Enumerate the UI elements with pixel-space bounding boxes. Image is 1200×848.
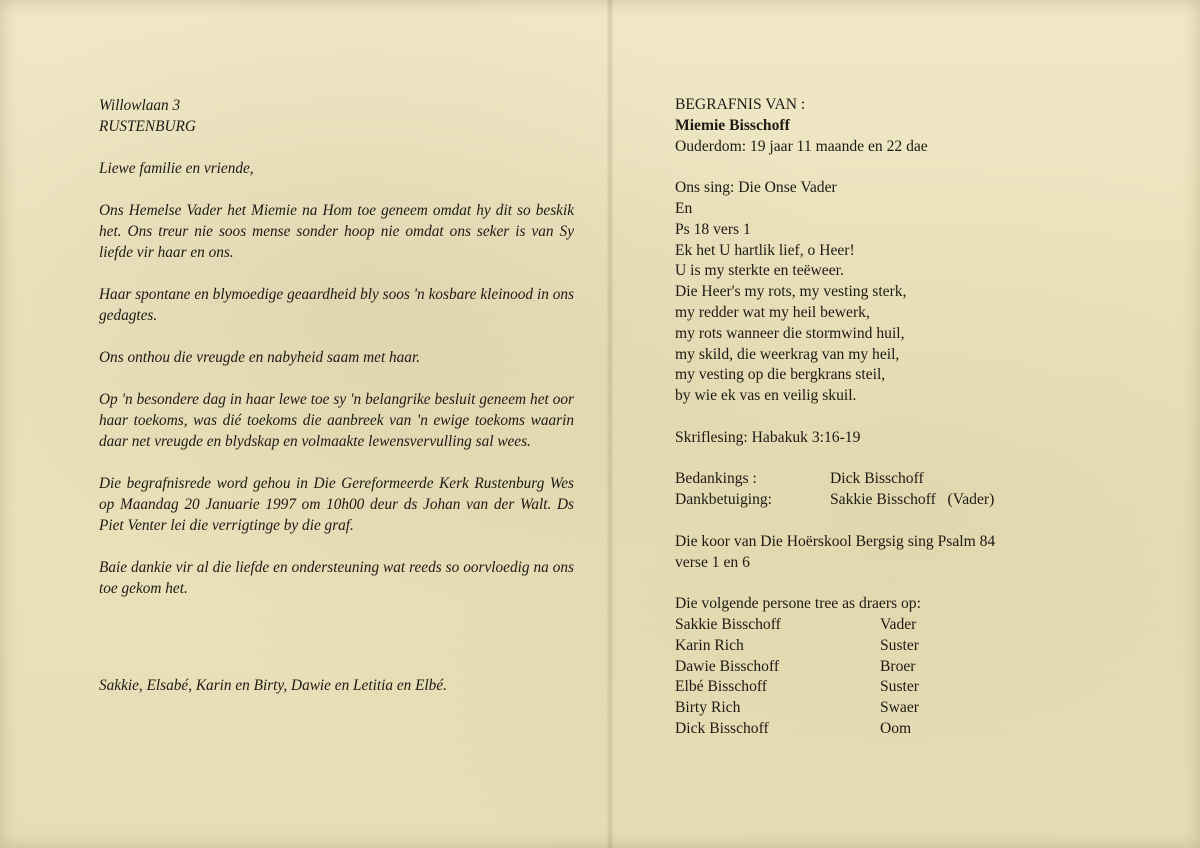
thanks-block xyxy=(675,469,1075,511)
letter-paragraph-4: Op 'n besondere dag in haar lewe toe sy 'n belangrike besluit geneem het oor haar toekoms, was dié toekoms die aanbreek van 'n ewige toekoms waarin daar net vreugde en blydskap en volmaakte lewensvervulling sal wees. xyxy=(99,391,574,450)
song-line: my skild, die weerkrag van my heil, xyxy=(675,345,900,363)
song-line: En xyxy=(675,199,693,217)
center-fold xyxy=(606,0,614,848)
address-town: RUSTENBURG xyxy=(99,118,196,135)
song-line: Ek het U hartlik lief, o Heer! xyxy=(675,241,855,259)
bearer-row xyxy=(675,677,1075,698)
song-line: U is my sterkte en teëweer. xyxy=(675,262,844,280)
song-line: by wie ek vas en veilig skuil. xyxy=(675,387,857,405)
letter-page xyxy=(99,95,574,694)
bearer-row xyxy=(675,719,1075,740)
song-line: my redder wat my heil bewerk, xyxy=(675,303,870,321)
bearer-relation: Oom xyxy=(880,719,912,737)
song-line: Ps 18 vers 1 xyxy=(675,220,751,238)
deceased-age: Ouderdom: 19 jaar 11 maande en 22 dae xyxy=(675,137,928,155)
deceased-name: Miemie Bisschoff xyxy=(675,116,790,134)
bearer-relation: Broer xyxy=(880,657,916,675)
greeting: Liewe familie en vriende, xyxy=(99,160,254,177)
bearer-relation: Swaer xyxy=(880,699,919,717)
thanks-label: Bedankings : xyxy=(675,470,757,488)
bearer-row xyxy=(675,698,1075,719)
letter-paragraph-3: Ons onthou die vreugde en nabyheid saam met haar. xyxy=(99,349,421,366)
thanks-row xyxy=(675,469,1075,490)
bearer-name: Birty Rich xyxy=(675,699,741,717)
song-line: my vesting op die bergkrans steil, xyxy=(675,366,886,384)
bearer-row xyxy=(675,657,1075,678)
thanks-name: Sakkie Bisschoff (Vader) xyxy=(830,491,995,509)
bearer-name: Dick Bisschoff xyxy=(675,719,769,737)
letter-paragraph-5: Die begrafnisrede word gehou in Die Gereformeerde Kerk Rustenburg Wes op Maandag 20 Januarie 1997 om 10h00 deur ds Johan van der Walt. Ds Piet Venter lei die verrigtinge by die graf. xyxy=(99,475,574,534)
song-line: Ons sing: Die Onse Vader xyxy=(675,179,837,197)
song-line: Die Heer's my rots, my vesting sterk, xyxy=(675,283,907,301)
program-page xyxy=(675,95,1075,740)
bearer-name: Elbé Bisschoff xyxy=(675,678,767,696)
bearer-relation: Vader xyxy=(880,615,917,633)
choir-note: Die koor van Die Hoërskool Bergsig sing Psalm 84 verse 1 en 6 xyxy=(675,532,996,571)
thanks-name: Dick Bisschoff xyxy=(830,470,924,488)
bearer-relation: Suster xyxy=(880,636,919,654)
thanks-row xyxy=(675,490,1075,511)
song-line: my rots wanneer die stormwind huil, xyxy=(675,324,905,342)
bearer-row xyxy=(675,615,1075,636)
family-signature: Sakkie, Elsabé, Karin en Birty, Dawie en Letitia en Elbé. xyxy=(99,677,447,694)
bearer-row xyxy=(675,636,1075,657)
bearer-name: Dawie Bisschoff xyxy=(675,657,780,675)
bearer-name: Sakkie Bisschoff xyxy=(675,615,781,633)
bearers-block xyxy=(675,594,1075,740)
address-block xyxy=(99,95,574,137)
bearer-name: Karin Rich xyxy=(675,636,744,654)
letter-paragraph-2: Haar spontane en blymoedige geaardheid bly soos 'n kosbare kleinood in ons gedagtes. xyxy=(99,286,574,324)
bearers-intro: Die volgende persone tree as draers op: xyxy=(675,595,921,613)
letter-paragraph-1: Ons Hemelse Vader het Miemie na Hom toe geneem omdat hy dit so beskik het. Ons treur nie soos mense sonder hoop nie omdat ons seker is van Sy liefde vir haar en ons. xyxy=(99,202,574,261)
song-block xyxy=(675,178,1075,407)
scripture-reading: Skriflesing: Habakuk 3:16-19 xyxy=(675,428,861,446)
program-heading: BEGRAFNIS VAN : xyxy=(675,96,806,113)
letter-paragraph-6: Baie dankie vir al die liefde en ondersteuning wat reeds so oorvloedig na ons toe gekom het. xyxy=(99,559,574,597)
bearer-relation: Suster xyxy=(880,678,919,696)
address-street: Willowlaan 3 xyxy=(99,97,181,114)
thanks-label: Dankbetuiging: xyxy=(675,491,773,509)
